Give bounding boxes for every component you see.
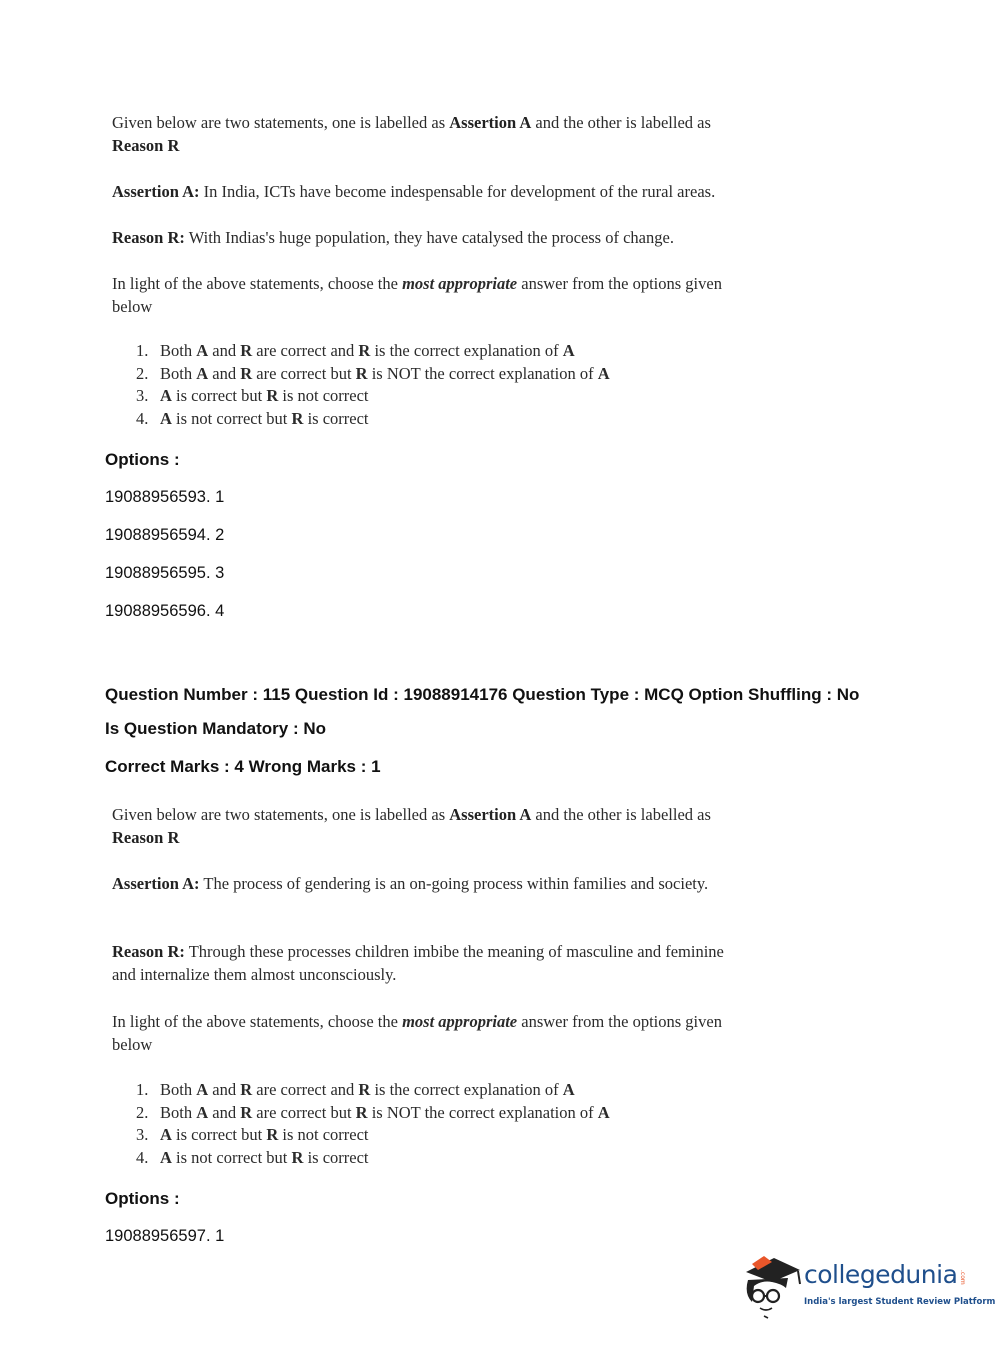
logo-com: .com	[959, 1270, 966, 1285]
q2-meta-line-1: Question Number : 115 Question Id : 19088914176 Question Type : MCQ Option Shuffling : No	[105, 685, 860, 704]
choice-text: is NOT the correct explanation of	[367, 1102, 598, 1122]
q1-option-4: 19088956596. 4	[105, 602, 225, 620]
q2-intro-text-2: and the other is labelled as	[531, 805, 711, 824]
choice-number: 1.	[136, 341, 149, 360]
q1-assertion	[112, 180, 732, 203]
choice-bold: R	[266, 386, 279, 406]
choice-text: are correct but	[252, 363, 356, 383]
q2-assertion-label: Assertion A:	[112, 874, 200, 893]
q2-intro	[112, 803, 732, 849]
q1-choice-4	[136, 408, 610, 431]
q2-choice-2	[136, 1102, 610, 1125]
choice-number: 1.	[136, 1080, 149, 1099]
choice-text: Both	[160, 341, 197, 360]
q2-option-1: 19088956597. 1	[105, 1227, 225, 1245]
choice-bold: A	[196, 341, 209, 360]
mascot-icon	[742, 1250, 804, 1320]
choice-number: 2.	[136, 1102, 149, 1122]
choice-text: is correct	[303, 409, 369, 429]
choice-text: is the correct explanation of	[370, 1080, 563, 1099]
choice-bold: R	[355, 363, 368, 383]
choice-text: are correct but	[252, 1102, 356, 1122]
choice-text: Both	[160, 1080, 197, 1099]
q1-instruction-text: In light of the above statements, choose the	[112, 274, 403, 293]
q1-options-label: Options :	[105, 450, 180, 469]
q1-option-2: 19088956594. 2	[105, 526, 225, 544]
q1-option-1: 19088956593. 1	[105, 488, 225, 506]
choice-bold: R	[358, 1080, 371, 1099]
choice-text: is correct but	[171, 386, 267, 406]
choice-text: is NOT the correct explanation of	[367, 363, 598, 383]
q1-option-3: 19088956595. 3	[105, 564, 225, 582]
choice-number: 2.	[136, 363, 149, 383]
q1-intro-text-2: and the other is labelled as	[531, 113, 711, 132]
q2-choice-1	[136, 1079, 610, 1102]
choice-number: 4.	[136, 1148, 149, 1168]
q2-reason-label: Reason R:	[112, 942, 185, 961]
q2-choice-3	[136, 1124, 610, 1147]
q1-intro	[112, 111, 732, 157]
choice-text: is not correct but	[171, 1148, 292, 1168]
q2-reason-text: Through these processes children imbibe the meaning of masculine and feminine	[184, 942, 724, 961]
choice-text: is the correct explanation of	[370, 341, 563, 360]
q1-intro-assertion: Assertion A	[449, 113, 532, 132]
q2-reason-text-2: and internalize them almost unconsciously.	[112, 965, 397, 984]
choice-bold: A	[196, 363, 209, 383]
q1-instruction	[112, 272, 732, 318]
choice-text: is not correct but	[171, 409, 292, 429]
choice-text: Both	[160, 1102, 197, 1122]
choice-text: and	[208, 363, 241, 383]
choice-bold: R	[240, 363, 253, 383]
q2-instruction-text: In light of the above statements, choose the	[112, 1012, 403, 1031]
q1-reason-text: With Indias's huge population, they have catalysed the process of change.	[184, 228, 674, 247]
q1-intro-reason: Reason R	[112, 136, 180, 155]
q2-choice-4	[136, 1147, 610, 1170]
logo-tagline: India's largest Student Review Platform	[804, 1297, 996, 1307]
choice-bold: A	[196, 1102, 209, 1122]
q1-reason-label: Reason R:	[112, 228, 185, 247]
q2-assertion-text: The process of gendering is an on-going process within families and society.	[199, 874, 709, 893]
choice-number: 3.	[136, 1125, 149, 1145]
q1-choice-list	[136, 340, 610, 431]
choice-text: is correct but	[171, 1125, 267, 1145]
q2-intro-assertion: Assertion A	[449, 805, 532, 824]
choice-bold: A	[160, 1148, 172, 1168]
choice-bold: R	[240, 1080, 253, 1099]
choice-text: are correct and	[252, 1080, 359, 1099]
choice-bold: R	[358, 341, 371, 360]
q1-choice-3	[136, 385, 610, 408]
q1-instruction-text-3: below	[112, 297, 153, 316]
q1-choice-1	[136, 340, 610, 363]
choice-bold: A	[196, 1080, 209, 1099]
q2-instruction	[112, 1010, 732, 1056]
choice-text: is not correct	[278, 1125, 369, 1145]
choice-bold: R	[291, 409, 304, 429]
choice-bold: A	[562, 341, 575, 360]
q1-assertion-label: Assertion A:	[112, 182, 200, 201]
q2-reason	[112, 940, 732, 986]
choice-bold: A	[160, 409, 172, 429]
choice-text: and	[208, 1080, 241, 1099]
choice-text: are correct and	[252, 341, 359, 360]
q2-intro-text: Given below are two statements, one is labelled as	[112, 805, 450, 824]
q2-meta-line-2: Is Question Mandatory : No	[105, 719, 327, 738]
q1-reason	[112, 226, 732, 249]
choice-bold: R	[240, 1102, 253, 1122]
choice-bold: R	[291, 1148, 304, 1168]
q2-options-label: Options :	[105, 1189, 180, 1208]
q2-instruction-emphasis: most appropriate	[402, 1012, 518, 1031]
q1-instruction-emphasis: most appropriate	[402, 274, 518, 293]
q2-intro-reason: Reason R	[112, 828, 180, 847]
choice-bold: R	[266, 1125, 279, 1145]
choice-text: and	[208, 341, 241, 360]
q1-choice-2	[136, 363, 610, 386]
choice-bold: A	[160, 386, 172, 406]
choice-text: is correct	[303, 1148, 369, 1168]
choice-bold: R	[355, 1102, 368, 1122]
choice-number: 4.	[136, 409, 149, 429]
choice-bold: A	[160, 1125, 172, 1145]
q1-assertion-text: In India, ICTs have become indespensable for development of the rural areas.	[199, 182, 716, 201]
choice-text: Both	[160, 363, 197, 383]
choice-bold: A	[597, 363, 610, 383]
q1-instruction-text-2: answer from the options given	[517, 274, 722, 293]
choice-text: and	[208, 1102, 241, 1122]
q2-assertion	[112, 872, 732, 895]
q2-choice-list	[136, 1079, 610, 1170]
choice-bold: A	[597, 1102, 610, 1122]
choice-bold: A	[562, 1080, 575, 1099]
q2-instruction-text-3: below	[112, 1035, 153, 1054]
choice-text: is not correct	[278, 386, 369, 406]
q2-instruction-text-2: answer from the options given	[517, 1012, 722, 1031]
collegedunia-logo	[742, 1250, 996, 1320]
logo-wordmark: collegedunia	[804, 1260, 958, 1289]
choice-number: 3.	[136, 386, 149, 406]
q2-meta-line-3: Correct Marks : 4 Wrong Marks : 1	[105, 757, 381, 776]
q1-intro-text: Given below are two statements, one is labelled as	[112, 113, 450, 132]
choice-bold: R	[240, 341, 253, 360]
